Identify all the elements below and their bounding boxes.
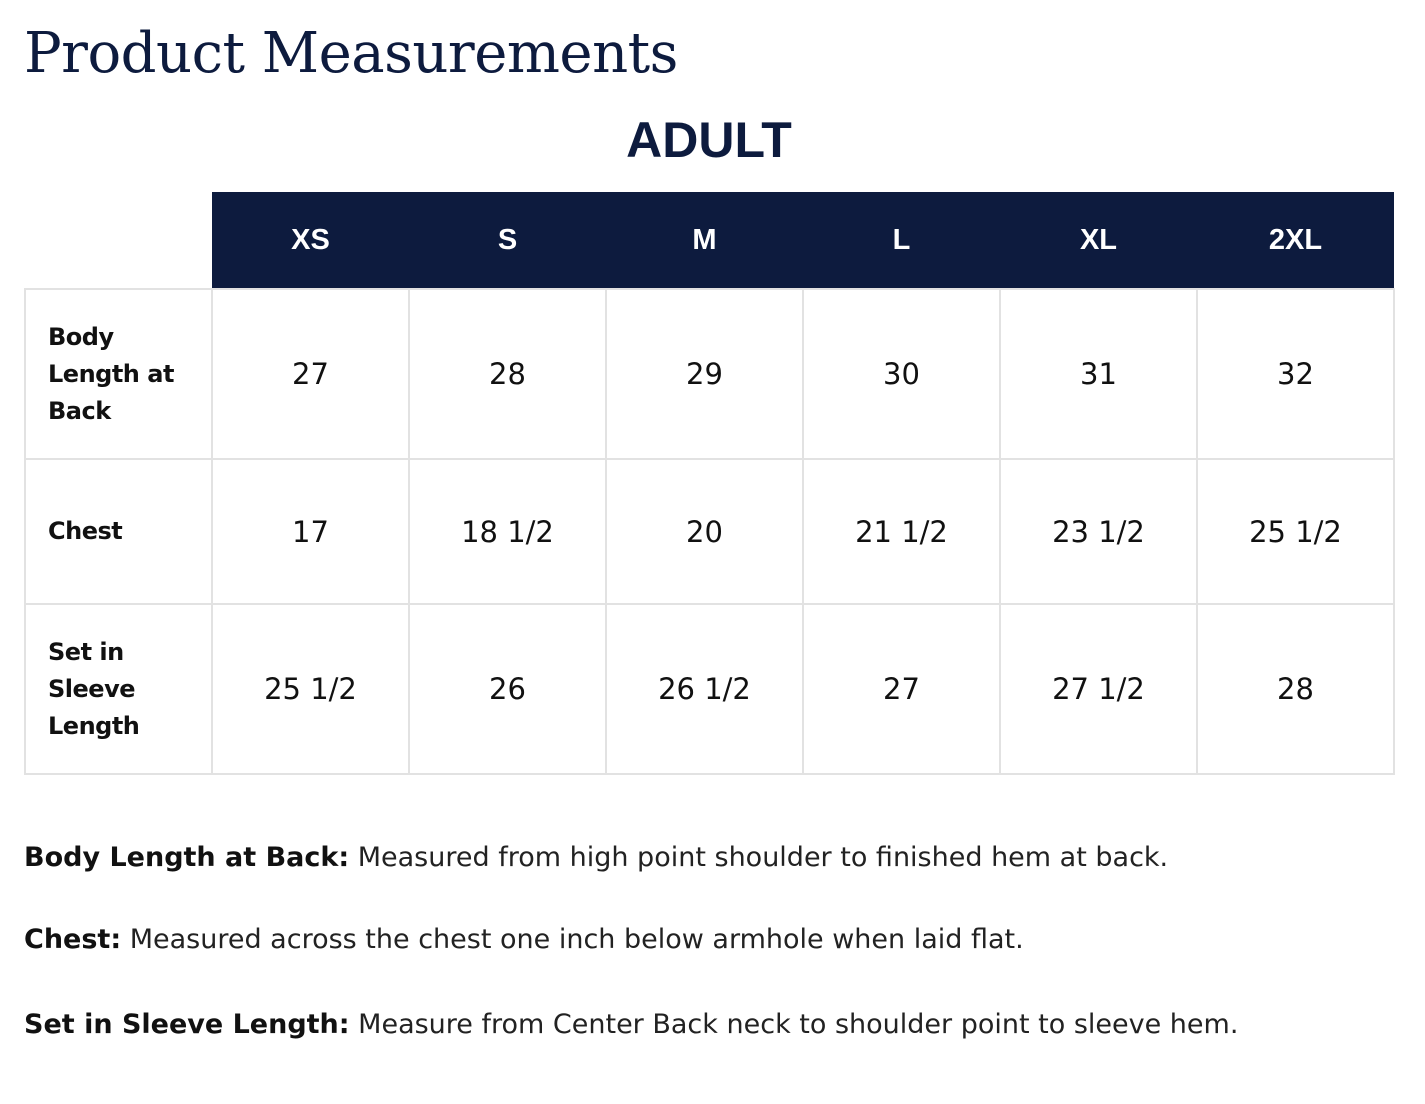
definition-sleeve-length	[24, 1007, 1238, 1043]
definition-text: Measured from high point shoulder to finished hem at back.	[349, 842, 1169, 873]
table-cell: 28	[409, 289, 606, 459]
size-header-row	[25, 192, 1394, 289]
definition-text: Measured across the chest one inch below armhole when laid flat.	[121, 924, 1024, 955]
definition-term: Chest:	[24, 924, 122, 955]
table-cell: 17	[212, 459, 409, 604]
size-header-xs: XS	[212, 192, 409, 289]
table-cell: 27	[803, 604, 1000, 774]
definition-body-length	[24, 840, 1168, 876]
table-row-chest	[25, 459, 1394, 604]
size-header-m: M	[606, 192, 803, 289]
table-corner	[25, 192, 212, 289]
size-chart-table	[24, 192, 1395, 775]
section-heading: ADULT	[626, 112, 792, 168]
table-cell: 20	[606, 459, 803, 604]
table-cell: 26	[409, 604, 606, 774]
size-header-2xl: 2XL	[1197, 192, 1394, 289]
table-cell: 26 1/2	[606, 604, 803, 774]
definition-term: Body Length at Back:	[24, 842, 350, 873]
size-header-l: L	[803, 192, 1000, 289]
table-cell: 31	[1000, 289, 1197, 459]
table-cell: 18 1/2	[409, 459, 606, 604]
table-cell: 30	[803, 289, 1000, 459]
definition-text: Measure from Center Back neck to shoulder point to sleeve hem.	[349, 1009, 1239, 1040]
row-label: Chest	[25, 459, 212, 604]
page-title: Product Measurements	[24, 21, 678, 86]
table-cell: 27	[212, 289, 409, 459]
table-cell: 23 1/2	[1000, 459, 1197, 604]
definition-chest	[24, 922, 1024, 958]
table-cell: 28	[1197, 604, 1394, 774]
table-row-body-length	[25, 289, 1394, 459]
table-row-sleeve-length	[25, 604, 1394, 774]
row-label: Set in Sleeve Length	[25, 604, 212, 774]
table-cell: 27 1/2	[1000, 604, 1197, 774]
table-cell: 32	[1197, 289, 1394, 459]
definition-term: Set in Sleeve Length:	[24, 1009, 350, 1040]
size-header-xl: XL	[1000, 192, 1197, 289]
row-label: Body Length at Back	[25, 289, 212, 459]
size-header-s: S	[409, 192, 606, 289]
table-cell: 21 1/2	[803, 459, 1000, 604]
table-cell: 25 1/2	[212, 604, 409, 774]
table-cell: 29	[606, 289, 803, 459]
table-cell: 25 1/2	[1197, 459, 1394, 604]
